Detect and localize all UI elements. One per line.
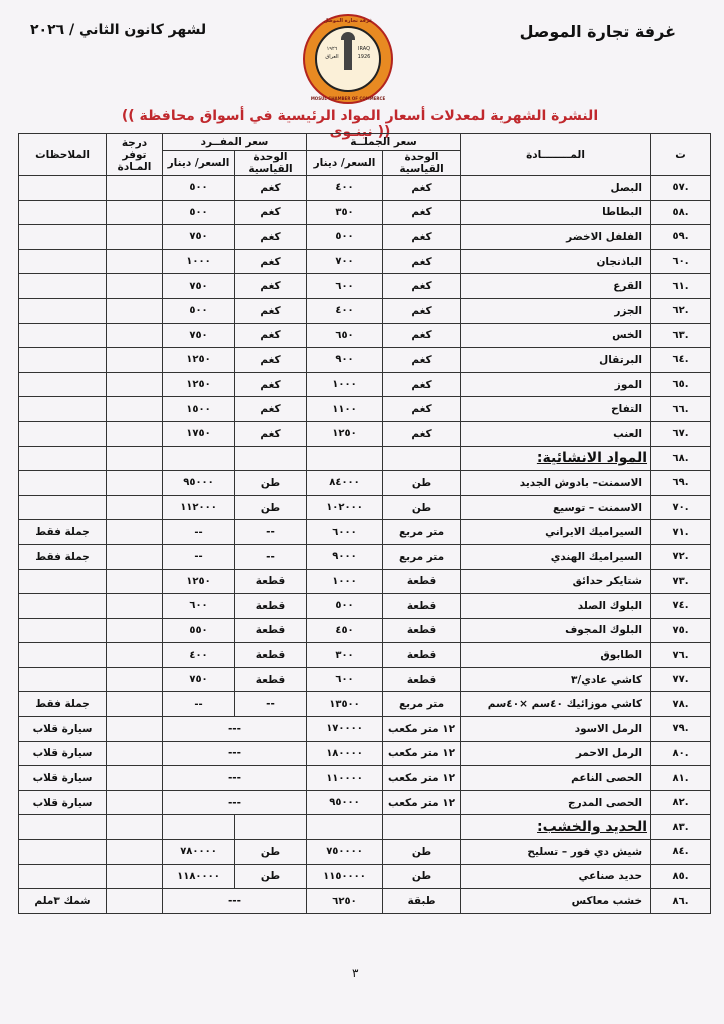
notes-cell — [19, 421, 107, 446]
table-row — [19, 667, 711, 692]
wholesale-price: ١٣٥٠٠ — [307, 692, 383, 717]
retail-unit: كغم — [235, 176, 307, 201]
row-number: .٥٨ — [651, 200, 711, 225]
wholesale-unit: كغم — [383, 397, 461, 422]
table-row — [19, 225, 711, 250]
wholesale-price: ٦٥٠ — [307, 323, 383, 348]
material-name: الاسمنت – توسيع — [461, 495, 651, 520]
wholesale-unit: متر مربع — [383, 520, 461, 545]
availability-cell — [107, 766, 163, 791]
empty-cell — [383, 815, 461, 840]
retail-price: ٥٠٠ — [163, 200, 235, 225]
wholesale-price: ١٧٠٠٠٠ — [307, 717, 383, 742]
wholesale-price: ٥٠٠ — [307, 594, 383, 619]
retail-dash: --- — [163, 889, 307, 914]
notes-cell: جملة فقط — [19, 692, 107, 717]
material-name: كاشي موزائيك ٤٠سم ×٤٠سم — [461, 692, 651, 717]
row-number: .٧٨ — [651, 692, 711, 717]
wholesale-price: ٦٠٠ — [307, 667, 383, 692]
retail-price: ٧٥٠ — [163, 323, 235, 348]
wholesale-unit: كغم — [383, 372, 461, 397]
wholesale-price: ٣٥٠ — [307, 200, 383, 225]
retail-price: ٥٠٠ — [163, 298, 235, 323]
wholesale-price: ١١٠٠٠٠ — [307, 766, 383, 791]
notes-cell — [19, 225, 107, 250]
notes-cell — [19, 249, 107, 274]
wholesale-price: ١١٥٠٠٠٠ — [307, 864, 383, 889]
minaret-icon — [344, 36, 352, 70]
table-row — [19, 298, 711, 323]
retail-unit: طن — [235, 495, 307, 520]
seal-year-ar: ١٩٢٦ — [326, 46, 338, 52]
wholesale-unit: كغم — [383, 176, 461, 201]
material-name: كاشي عادي/٣ — [461, 667, 651, 692]
wholesale-price: ١٠٠٠ — [307, 372, 383, 397]
notes-cell — [19, 176, 107, 201]
row-number: .٨٤ — [651, 840, 711, 865]
seal-english-name: MOSUL CHAMBER OF COMMERCE — [310, 96, 386, 101]
row-number: .٦٥ — [651, 372, 711, 397]
row-number: .٦٧ — [651, 421, 711, 446]
availability-cell — [107, 840, 163, 865]
notes-cell: سيارة قلاب — [19, 741, 107, 766]
wholesale-unit: طبقة — [383, 889, 461, 914]
row-number: .٦٢ — [651, 298, 711, 323]
availability-cell — [107, 692, 163, 717]
retail-price: -- — [163, 520, 235, 545]
retail-unit: قطعة — [235, 594, 307, 619]
wholesale-unit: ١٢ متر مكعب — [383, 790, 461, 815]
table-row — [19, 692, 711, 717]
retail-price: ٥٠٠ — [163, 176, 235, 201]
availability-cell — [107, 889, 163, 914]
notes-cell: سيارة قلاب — [19, 790, 107, 815]
material-name: شيش دي فور – تسليح — [461, 840, 651, 865]
notes-cell — [19, 864, 107, 889]
wholesale-unit: متر مربع — [383, 692, 461, 717]
table-row — [19, 569, 711, 594]
retail-unit: كغم — [235, 274, 307, 299]
header-wholesale: سعر الجملــة — [307, 134, 461, 151]
wholesale-price: ١٠٠٠ — [307, 569, 383, 594]
org-name: غرفة تجارة الموصل — [519, 22, 676, 41]
notes-cell — [19, 618, 107, 643]
header-price-wholesale: السعر/ دينار — [307, 151, 383, 176]
notes-cell — [19, 323, 107, 348]
retail-price: ١١٨٠٠٠٠ — [163, 864, 235, 889]
material-name: العنب — [461, 421, 651, 446]
header-unit-wholesale: الوحدة القياسية — [383, 151, 461, 176]
notes-cell: سيارة قلاب — [19, 717, 107, 742]
empty-cell — [307, 446, 383, 471]
notes-cell — [19, 298, 107, 323]
seal-year-en: 1926 — [357, 54, 371, 60]
table-row — [19, 643, 711, 668]
retail-dash: --- — [163, 790, 307, 815]
wholesale-unit: ١٢ متر مكعب — [383, 717, 461, 742]
wholesale-price: ١١٠٠ — [307, 397, 383, 422]
material-name: الجزر — [461, 298, 651, 323]
report-period: لشهر كانون الثاني / ٢٠٢٦ — [30, 22, 207, 38]
row-number: .٧٤ — [651, 594, 711, 619]
empty-cell — [235, 815, 307, 840]
header-retail: سعر المفــرد — [163, 134, 307, 151]
material-name: الفلفل الاخضر — [461, 225, 651, 250]
section-row — [19, 446, 711, 471]
notes-cell — [19, 471, 107, 496]
retail-unit: -- — [235, 692, 307, 717]
row-number: .٦٨ — [651, 446, 711, 471]
material-name: التفاح — [461, 397, 651, 422]
header-num: ت — [651, 134, 711, 176]
wholesale-unit: متر مربع — [383, 544, 461, 569]
row-number: .٨٦ — [651, 889, 711, 914]
section-heading: الحديد والخشب: — [461, 815, 651, 840]
availability-cell — [107, 471, 163, 496]
notes-cell — [19, 840, 107, 865]
wholesale-unit: كغم — [383, 421, 461, 446]
seal-country-en: IRAQ — [357, 46, 370, 52]
row-number: .٧٦ — [651, 643, 711, 668]
empty-cell — [107, 446, 163, 471]
header-availability: درجة توفر المـادة — [107, 134, 163, 176]
retail-unit: قطعة — [235, 618, 307, 643]
wholesale-unit: قطعة — [383, 667, 461, 692]
retail-unit: طن — [235, 471, 307, 496]
wholesale-price: ١٢٥٠ — [307, 421, 383, 446]
material-name: البرتقال — [461, 348, 651, 373]
availability-cell — [107, 298, 163, 323]
availability-cell — [107, 520, 163, 545]
wholesale-unit: قطعة — [383, 594, 461, 619]
section-row — [19, 815, 711, 840]
availability-cell — [107, 348, 163, 373]
wholesale-unit: ١٢ متر مكعب — [383, 741, 461, 766]
notes-cell: جملة فقط — [19, 520, 107, 545]
page-number: ٣ — [352, 966, 359, 980]
availability-cell — [107, 618, 163, 643]
wholesale-price: ٩٠٠٠ — [307, 544, 383, 569]
wholesale-price: ٧٥٠٠٠٠ — [307, 840, 383, 865]
notes-cell — [19, 397, 107, 422]
availability-cell — [107, 249, 163, 274]
availability-cell — [107, 594, 163, 619]
row-number: .٦٤ — [651, 348, 711, 373]
material-name: السيراميك الايراني — [461, 520, 651, 545]
material-name: القرع — [461, 274, 651, 299]
wholesale-price: ١٠٢٠٠٠ — [307, 495, 383, 520]
notes-cell — [19, 495, 107, 520]
header-notes: الملاحظات — [19, 134, 107, 176]
availability-cell — [107, 372, 163, 397]
table-row — [19, 618, 711, 643]
wholesale-price: ٣٠٠ — [307, 643, 383, 668]
wholesale-price: ٦٠٠ — [307, 274, 383, 299]
row-number: .٦٦ — [651, 397, 711, 422]
retail-unit: -- — [235, 520, 307, 545]
availability-cell — [107, 323, 163, 348]
retail-price: ٦٠٠ — [163, 594, 235, 619]
table-row — [19, 766, 711, 791]
wholesale-unit: طن — [383, 471, 461, 496]
availability-cell — [107, 717, 163, 742]
table-row — [19, 520, 711, 545]
table-row — [19, 421, 711, 446]
wholesale-price: ٤٠٠ — [307, 298, 383, 323]
wholesale-unit: قطعة — [383, 643, 461, 668]
retail-unit: كغم — [235, 372, 307, 397]
wholesale-unit: كغم — [383, 225, 461, 250]
wholesale-price: ٧٠٠ — [307, 249, 383, 274]
retail-price: ٩٥٠٠٠ — [163, 471, 235, 496]
retail-dash: --- — [163, 741, 307, 766]
material-name: البلوك المجوف — [461, 618, 651, 643]
wholesale-unit: كغم — [383, 249, 461, 274]
chamber-seal-logo — [303, 14, 393, 104]
seal-emblem — [315, 26, 381, 92]
wholesale-price: ٤٠٠ — [307, 176, 383, 201]
price-table — [18, 133, 711, 914]
wholesale-unit: كغم — [383, 200, 461, 225]
empty-cell — [383, 446, 461, 471]
wholesale-unit: ١٢ متر مكعب — [383, 766, 461, 791]
retail-unit: كغم — [235, 323, 307, 348]
retail-price: ٥٥٠ — [163, 618, 235, 643]
wholesale-price: ٩٥٠٠٠ — [307, 790, 383, 815]
wholesale-unit: كغم — [383, 298, 461, 323]
row-number: .٧٣ — [651, 569, 711, 594]
retail-price: ١٧٥٠ — [163, 421, 235, 446]
row-number: .٧١ — [651, 520, 711, 545]
availability-cell — [107, 225, 163, 250]
availability-cell — [107, 544, 163, 569]
retail-unit: قطعة — [235, 667, 307, 692]
row-number: .٨٣ — [651, 815, 711, 840]
retail-unit: كغم — [235, 397, 307, 422]
table-row — [19, 471, 711, 496]
retail-price: ١٢٥٠ — [163, 348, 235, 373]
row-number: .٧٩ — [651, 717, 711, 742]
notes-cell: جملة فقط — [19, 544, 107, 569]
table-row — [19, 889, 711, 914]
retail-unit: طن — [235, 864, 307, 889]
retail-price: ١٢٥٠ — [163, 569, 235, 594]
retail-unit: كغم — [235, 421, 307, 446]
availability-cell — [107, 741, 163, 766]
availability-cell — [107, 667, 163, 692]
table-row — [19, 274, 711, 299]
retail-unit: كغم — [235, 249, 307, 274]
wholesale-unit: طن — [383, 495, 461, 520]
row-number: .٧٧ — [651, 667, 711, 692]
empty-cell — [307, 815, 383, 840]
table-row — [19, 495, 711, 520]
availability-cell — [107, 643, 163, 668]
table-row — [19, 741, 711, 766]
notes-cell — [19, 200, 107, 225]
notes-cell — [19, 594, 107, 619]
table-row — [19, 544, 711, 569]
retail-unit: قطعة — [235, 643, 307, 668]
availability-cell — [107, 200, 163, 225]
notes-cell — [19, 348, 107, 373]
table-row — [19, 790, 711, 815]
material-name: الخس — [461, 323, 651, 348]
availability-cell — [107, 274, 163, 299]
table-row — [19, 200, 711, 225]
row-number: .٦٣ — [651, 323, 711, 348]
header-price-retail: السعر/ دينار — [163, 151, 235, 176]
table-row — [19, 348, 711, 373]
availability-cell — [107, 495, 163, 520]
row-number: .٦٩ — [651, 471, 711, 496]
section-heading: المواد الانشائية: — [461, 446, 651, 471]
row-number: .٦١ — [651, 274, 711, 299]
notes-cell: شمك ٣ملم — [19, 889, 107, 914]
retail-unit: -- — [235, 544, 307, 569]
retail-price: ١٢٥٠ — [163, 372, 235, 397]
table-row — [19, 864, 711, 889]
retail-unit: كغم — [235, 348, 307, 373]
notes-cell — [19, 372, 107, 397]
wholesale-price: ٥٠٠ — [307, 225, 383, 250]
seal-arabic-name: غرفة تجارة الموصل — [323, 18, 373, 24]
row-number: .٥٧ — [651, 176, 711, 201]
empty-cell — [19, 446, 107, 471]
wholesale-price: ٤٥٠ — [307, 618, 383, 643]
retail-price: -- — [163, 544, 235, 569]
retail-price: ٧٥٠ — [163, 225, 235, 250]
material-name: البطاطا — [461, 200, 651, 225]
row-number: .٨٠ — [651, 741, 711, 766]
retail-dash: --- — [163, 766, 307, 791]
row-number: .٨٥ — [651, 864, 711, 889]
row-number: .٥٩ — [651, 225, 711, 250]
seal-country-ar: العراق — [325, 54, 339, 60]
table-row — [19, 594, 711, 619]
table-row — [19, 717, 711, 742]
wholesale-unit: كغم — [383, 348, 461, 373]
empty-cell — [19, 815, 107, 840]
table-row — [19, 176, 711, 201]
retail-price: ١٠٠٠ — [163, 249, 235, 274]
retail-price: -- — [163, 692, 235, 717]
availability-cell — [107, 569, 163, 594]
retail-price: ١٥٠٠ — [163, 397, 235, 422]
row-number: .٧٠ — [651, 495, 711, 520]
retail-price: ١١٢٠٠٠ — [163, 495, 235, 520]
wholesale-price: ٩٠٠ — [307, 348, 383, 373]
material-name: البلوك الصلد — [461, 594, 651, 619]
empty-cell — [163, 446, 235, 471]
notes-cell: سيارة قلاب — [19, 766, 107, 791]
header-unit-retail: الوحدة القياسية — [235, 151, 307, 176]
material-name: الموز — [461, 372, 651, 397]
retail-price: ٧٥٠ — [163, 667, 235, 692]
bulletin-title: (( النشرة الشهرية لمعدلات أسعار المواد الرئيسية في أسواق محافظة نينـوى )) — [121, 108, 599, 140]
material-name: السيراميك الهندي — [461, 544, 651, 569]
header-material: المــــــــادة — [461, 134, 651, 176]
retail-unit: كغم — [235, 225, 307, 250]
material-name: الرمل الاحمر — [461, 741, 651, 766]
wholesale-price: ٨٤٠٠٠ — [307, 471, 383, 496]
material-name: شتايكر حدائق — [461, 569, 651, 594]
wholesale-price: ١٨٠٠٠٠ — [307, 741, 383, 766]
retail-dash: --- — [163, 717, 307, 742]
material-name: الباذنجان — [461, 249, 651, 274]
retail-price: ٤٠٠ — [163, 643, 235, 668]
table-row — [19, 372, 711, 397]
notes-cell — [19, 643, 107, 668]
material-name: الاسمنت– بادوش الجديد — [461, 471, 651, 496]
availability-cell — [107, 397, 163, 422]
wholesale-unit: كغم — [383, 323, 461, 348]
retail-price: ٧٨٠٠٠٠ — [163, 840, 235, 865]
row-number: .٧٥ — [651, 618, 711, 643]
retail-unit: كغم — [235, 298, 307, 323]
table-row — [19, 323, 711, 348]
retail-price: ٧٥٠ — [163, 274, 235, 299]
material-name: البصل — [461, 176, 651, 201]
material-name: حديد صناعي — [461, 864, 651, 889]
table-row — [19, 840, 711, 865]
wholesale-unit: طن — [383, 864, 461, 889]
row-number: .٧٢ — [651, 544, 711, 569]
price-table-body — [19, 176, 711, 914]
availability-cell — [107, 864, 163, 889]
table-row — [19, 249, 711, 274]
material-name: الرمل الاسود — [461, 717, 651, 742]
material-name: الحصى الناعم — [461, 766, 651, 791]
wholesale-price: ٦٠٠٠ — [307, 520, 383, 545]
retail-unit: كغم — [235, 200, 307, 225]
table-row — [19, 397, 711, 422]
wholesale-unit: قطعة — [383, 569, 461, 594]
wholesale-price: ٦٢٥٠ — [307, 889, 383, 914]
material-name: الطابوق — [461, 643, 651, 668]
empty-cell — [163, 815, 235, 840]
wholesale-unit: كغم — [383, 274, 461, 299]
notes-cell — [19, 667, 107, 692]
retail-unit: طن — [235, 840, 307, 865]
wholesale-unit: قطعة — [383, 618, 461, 643]
row-number: .٨١ — [651, 766, 711, 791]
notes-cell — [19, 569, 107, 594]
empty-cell — [107, 815, 163, 840]
row-number: .٦٠ — [651, 249, 711, 274]
availability-cell — [107, 790, 163, 815]
empty-cell — [235, 446, 307, 471]
retail-unit: قطعة — [235, 569, 307, 594]
wholesale-unit: طن — [383, 840, 461, 865]
notes-cell — [19, 274, 107, 299]
availability-cell — [107, 176, 163, 201]
material-name: الحصى المدرج — [461, 790, 651, 815]
material-name: خشب معاكس — [461, 889, 651, 914]
row-number: .٨٢ — [651, 790, 711, 815]
availability-cell — [107, 421, 163, 446]
